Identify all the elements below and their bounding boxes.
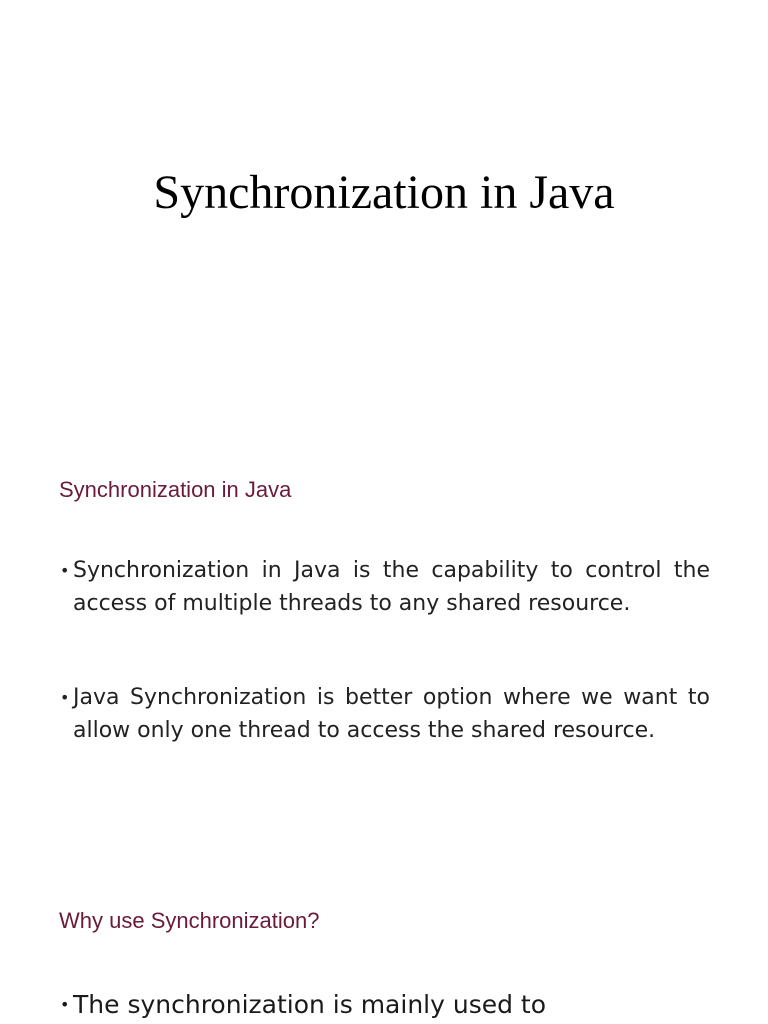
bullet-text: Synchronization in Java is the capability to control the access of multiple threads to any shared resource. <box>73 558 710 616</box>
bullet-text: The synchronization is mainly used to <box>73 990 547 1019</box>
bullet-item <box>60 554 710 620</box>
section-heading-synchronization: Synchronization in Java <box>59 477 292 502</box>
bullet-marker: • <box>60 688 70 707</box>
bullet-item <box>60 985 710 1024</box>
bullet-item <box>60 681 710 747</box>
bullet-text: Java Synchronization is better option where we want to allow only one thread to access the shared resource. <box>73 685 710 743</box>
section-heading-why-use: Why use Synchronization? <box>59 908 320 933</box>
slide-title: Synchronization in Java <box>153 166 615 219</box>
bullet-marker: • <box>60 995 70 1014</box>
bullet-marker: • <box>60 561 70 580</box>
